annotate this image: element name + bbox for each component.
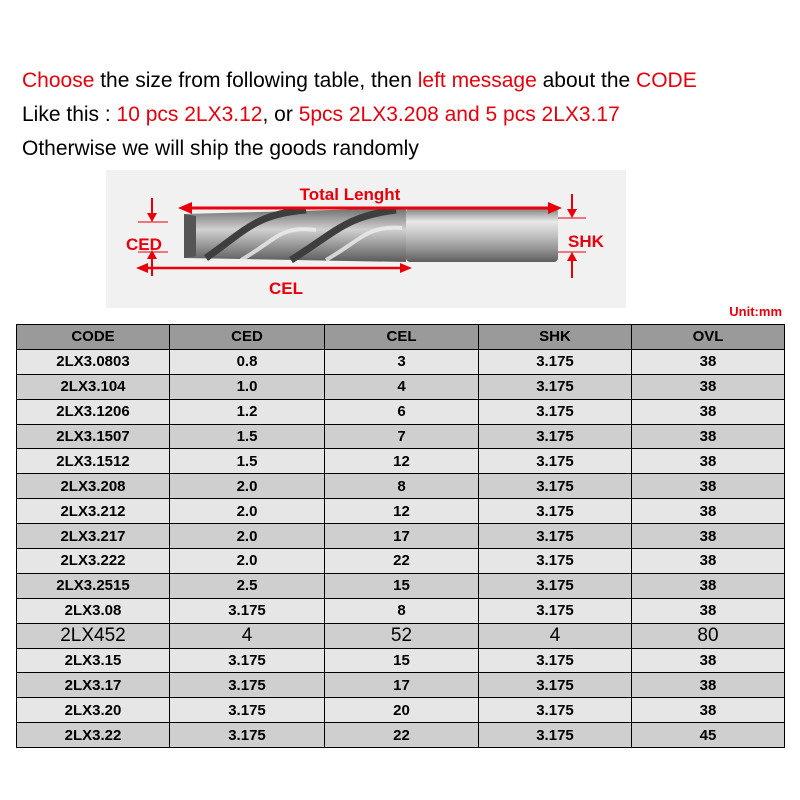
intro-line-3 xyxy=(22,132,792,166)
table-row xyxy=(17,598,785,623)
cell-shk: 3.175 xyxy=(479,573,632,598)
cell-ced: 2.0 xyxy=(170,499,325,524)
ced-label: CED xyxy=(126,235,162,254)
cell-cel: 22 xyxy=(325,723,479,748)
table-row xyxy=(17,499,785,524)
cell-ced: 3.175 xyxy=(170,598,325,623)
table-row xyxy=(17,698,785,723)
intro-line-1 xyxy=(22,64,792,98)
table-row xyxy=(17,573,785,598)
table-body xyxy=(17,349,785,747)
cell-ced: 3.175 xyxy=(170,723,325,748)
cell-shk: 3.175 xyxy=(479,449,632,474)
cell-ovl: 38 xyxy=(632,374,785,399)
cell-ced: 4 xyxy=(170,623,325,648)
cell-ced: 3.175 xyxy=(170,698,325,723)
cell-code: 2LX3.1206 xyxy=(17,399,170,424)
cell-code: 2LX3.222 xyxy=(17,549,170,574)
intro-segment: , or xyxy=(262,103,299,126)
table-row xyxy=(17,648,785,673)
cell-shk: 3.175 xyxy=(479,698,632,723)
cell-shk: 3.175 xyxy=(479,598,632,623)
total-length-label: Total Lenght xyxy=(299,185,401,204)
cell-shk: 3.175 xyxy=(479,673,632,698)
header-shk: SHK xyxy=(479,325,632,350)
intro-segment: Otherwise we will ship the goods randomly xyxy=(22,137,419,160)
cell-ovl: 38 xyxy=(632,349,785,374)
table-row xyxy=(17,374,785,399)
cell-code: 2LX452 xyxy=(17,623,170,648)
cell-cel: 6 xyxy=(325,399,479,424)
intro-segment: 10 pcs 2LX3.12 xyxy=(116,103,263,126)
table-row xyxy=(17,474,785,499)
header-ovl: OVL xyxy=(632,325,785,350)
cell-shk: 3.175 xyxy=(479,549,632,574)
size-table xyxy=(16,324,785,748)
cell-ovl: 38 xyxy=(632,399,785,424)
cell-ovl: 38 xyxy=(632,549,785,574)
intro-segment: Like this : xyxy=(22,103,117,126)
table-row xyxy=(17,399,785,424)
cell-cel: 17 xyxy=(325,673,479,698)
cell-ovl: 38 xyxy=(632,648,785,673)
intro-text xyxy=(22,64,792,166)
cell-shk: 3.175 xyxy=(479,499,632,524)
cell-cel: 20 xyxy=(325,698,479,723)
cell-ced: 2.0 xyxy=(170,474,325,499)
cell-ovl: 45 xyxy=(632,723,785,748)
cell-code: 2LX3.217 xyxy=(17,524,170,549)
table-row xyxy=(17,623,785,648)
intro-segment: about the xyxy=(536,69,637,92)
cell-code: 2LX3.1512 xyxy=(17,449,170,474)
cell-ovl: 38 xyxy=(632,573,785,598)
cell-shk: 3.175 xyxy=(479,399,632,424)
intro-line-2 xyxy=(22,98,792,132)
cell-ovl: 38 xyxy=(632,424,785,449)
cell-cel: 4 xyxy=(325,374,479,399)
cell-ced: 3.175 xyxy=(170,673,325,698)
cel-arrow xyxy=(136,263,412,273)
cell-ced: 0.8 xyxy=(170,349,325,374)
cell-ced: 1.0 xyxy=(170,374,325,399)
table-row xyxy=(17,424,785,449)
table-row xyxy=(17,449,785,474)
cell-ovl: 80 xyxy=(632,623,785,648)
intro-segment: 5pcs 2LX3.208 and 5 pcs 2LX3.17 xyxy=(298,103,620,126)
cell-code: 2LX3.2515 xyxy=(17,573,170,598)
cell-code: 2LX3.208 xyxy=(17,474,170,499)
cell-cel: 12 xyxy=(325,499,479,524)
cell-ovl: 38 xyxy=(632,598,785,623)
cell-code: 2LX3.17 xyxy=(17,673,170,698)
cell-shk: 3.175 xyxy=(479,648,632,673)
cell-ced: 1.5 xyxy=(170,449,325,474)
table-row xyxy=(17,673,785,698)
cell-cel: 22 xyxy=(325,549,479,574)
cell-cel: 3 xyxy=(325,349,479,374)
cell-cel: 8 xyxy=(325,474,479,499)
cell-ced: 3.175 xyxy=(170,648,325,673)
cell-shk: 3.175 xyxy=(479,723,632,748)
end-mill-icon xyxy=(184,208,558,262)
cell-ced: 1.5 xyxy=(170,424,325,449)
cell-code: 2LX3.212 xyxy=(17,499,170,524)
cell-cel: 52 xyxy=(325,623,479,648)
cell-code: 2LX3.1507 xyxy=(17,424,170,449)
cell-shk: 3.175 xyxy=(479,474,632,499)
cell-cel: 15 xyxy=(325,648,479,673)
table-row xyxy=(17,349,785,374)
cell-shk: 3.175 xyxy=(479,424,632,449)
shk-label: SHK xyxy=(568,232,604,251)
intro-segment: the size from following table, then xyxy=(94,69,418,92)
end-mill-diagram xyxy=(106,170,626,308)
cell-code: 2LX3.0803 xyxy=(17,349,170,374)
cell-ovl: 38 xyxy=(632,524,785,549)
cell-ced: 2.0 xyxy=(170,524,325,549)
intro-segment: left message xyxy=(417,69,537,92)
cell-cel: 7 xyxy=(325,424,479,449)
header-cel: CEL xyxy=(325,325,479,350)
header-code: CODE xyxy=(17,325,170,350)
cell-ovl: 38 xyxy=(632,698,785,723)
cell-code: 2LX3.22 xyxy=(17,723,170,748)
cell-ced: 2.0 xyxy=(170,549,325,574)
cell-cel: 17 xyxy=(325,524,479,549)
cell-cel: 15 xyxy=(325,573,479,598)
cell-code: 2LX3.20 xyxy=(17,698,170,723)
unit-label: Unit:mm xyxy=(729,304,782,319)
cell-ovl: 38 xyxy=(632,474,785,499)
cel-label: CEL xyxy=(269,279,303,298)
table-row xyxy=(17,723,785,748)
intro-segment: Choose xyxy=(22,69,95,92)
table-header-row xyxy=(17,325,785,350)
table-row xyxy=(17,524,785,549)
cell-shk: 3.175 xyxy=(479,374,632,399)
cell-shk: 3.175 xyxy=(479,349,632,374)
cell-code: 2LX3.15 xyxy=(17,648,170,673)
cell-cel: 12 xyxy=(325,449,479,474)
cell-ced: 1.2 xyxy=(170,399,325,424)
cell-cel: 8 xyxy=(325,598,479,623)
cell-shk: 3.175 xyxy=(479,524,632,549)
cell-ced: 2.5 xyxy=(170,573,325,598)
cell-shk: 4 xyxy=(479,623,632,648)
table-row xyxy=(17,549,785,574)
cell-code: 2LX3.104 xyxy=(17,374,170,399)
cell-code: 2LX3.08 xyxy=(17,598,170,623)
intro-segment: CODE xyxy=(636,69,697,92)
cell-ovl: 38 xyxy=(632,499,785,524)
header-ced: CED xyxy=(170,325,325,350)
cell-ovl: 38 xyxy=(632,673,785,698)
cell-ovl: 38 xyxy=(632,449,785,474)
